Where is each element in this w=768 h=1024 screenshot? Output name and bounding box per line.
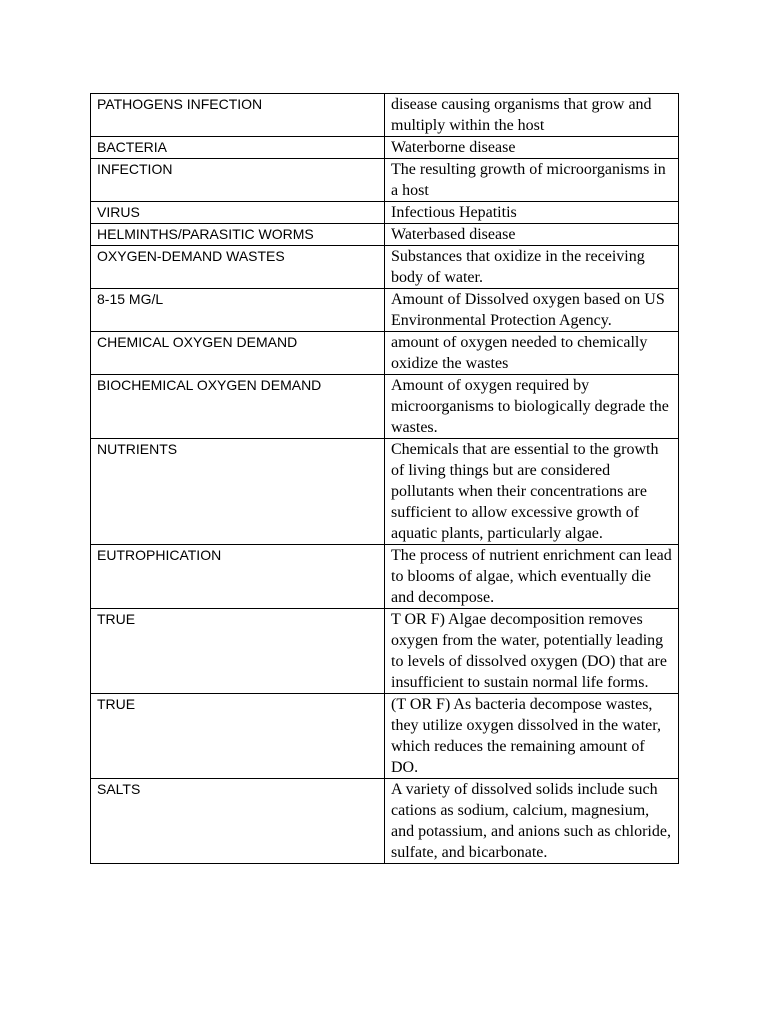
table-row [91, 94, 679, 137]
term-cell: BACTERIA [91, 137, 385, 159]
definition-cell: Waterbased disease [385, 224, 679, 246]
definition-cell: Infectious Hepatitis [385, 202, 679, 224]
term-cell: SALTS [91, 779, 385, 864]
table-row [91, 694, 679, 779]
table-row [91, 289, 679, 332]
definition-cell: amount of oxygen needed to chemically oxidize the wastes [385, 332, 679, 375]
table-row [91, 439, 679, 545]
term-cell: EUTROPHICATION [91, 545, 385, 609]
table-row [91, 375, 679, 439]
table-row [91, 202, 679, 224]
term-cell: TRUE [91, 694, 385, 779]
term-cell: VIRUS [91, 202, 385, 224]
term-cell: PATHOGENS INFECTION [91, 94, 385, 137]
definition-cell: A variety of dissolved solids include such cations as sodium, calcium, magnesium, and potassium, and anions such as chloride, sulfate, and bicarbonate. [385, 779, 679, 864]
definition-cell: Substances that oxidize in the receiving body of water. [385, 246, 679, 289]
term-cell: 8-15 MG/L [91, 289, 385, 332]
table-row [91, 224, 679, 246]
term-cell: HELMINTHS/PARASITIC WORMS [91, 224, 385, 246]
definition-cell: T OR F) Algae decomposition removes oxygen from the water, potentially leading to levels of dissolved oxygen (DO) that are insufficient to sustain normal life forms. [385, 609, 679, 694]
table-row [91, 246, 679, 289]
term-cell: NUTRIENTS [91, 439, 385, 545]
definition-cell: The process of nutrient enrichment can lead to blooms of algae, which eventually die and decompose. [385, 545, 679, 609]
definition-cell: The resulting growth of microorganisms in a host [385, 159, 679, 202]
table-row [91, 545, 679, 609]
term-cell: BIOCHEMICAL OXYGEN DEMAND [91, 375, 385, 439]
definition-cell: Amount of Dissolved oxygen based on US Environmental Protection Agency. [385, 289, 679, 332]
table-row [91, 609, 679, 694]
table-row [91, 137, 679, 159]
definition-cell: Amount of oxygen required by microorganisms to biologically degrade the wastes. [385, 375, 679, 439]
definition-cell: Waterborne disease [385, 137, 679, 159]
table-row [91, 332, 679, 375]
definition-cell: disease causing organisms that grow and multiply within the host [385, 94, 679, 137]
term-cell: OXYGEN-DEMAND WASTES [91, 246, 385, 289]
definition-cell: (T OR F) As bacteria decompose wastes, they utilize oxygen dissolved in the water, which reduces the remaining amount of DO. [385, 694, 679, 779]
term-cell: INFECTION [91, 159, 385, 202]
term-cell: CHEMICAL OXYGEN DEMAND [91, 332, 385, 375]
table-row [91, 159, 679, 202]
glossary-table [90, 93, 679, 864]
term-cell: TRUE [91, 609, 385, 694]
definition-cell: Chemicals that are essential to the growth of living things but are considered pollutants when their concentrations are sufficient to allow excessive growth of aquatic plants, particularly algae. [385, 439, 679, 545]
table-row [91, 779, 679, 864]
